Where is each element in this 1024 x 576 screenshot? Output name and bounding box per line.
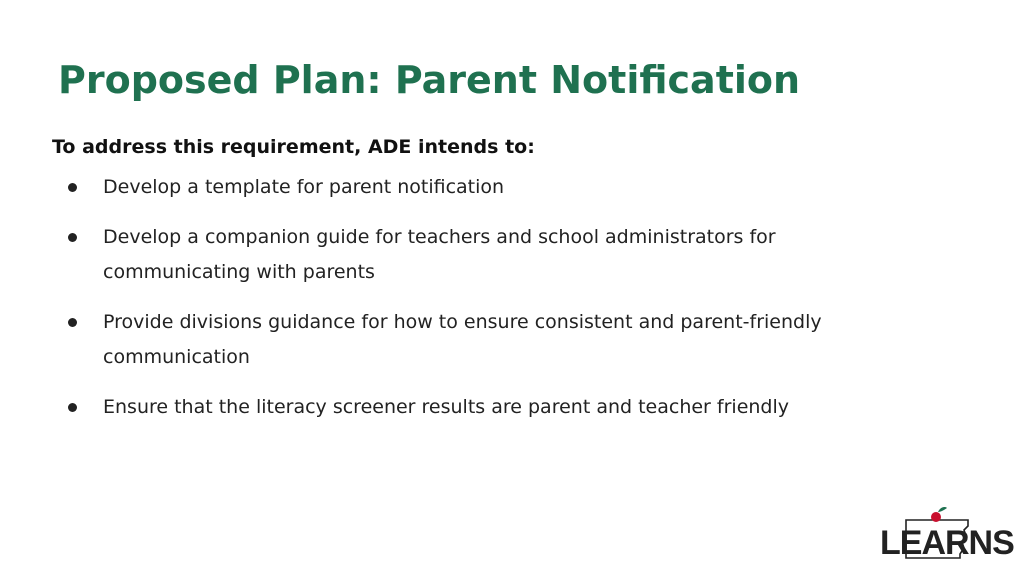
list-item-text: Develop a template for parent notification xyxy=(103,176,505,198)
apple-icon xyxy=(931,512,941,522)
list-item-text: Provide divisions guidance for how to ensure consistent and parent-friendly communication xyxy=(103,311,822,368)
list-item xyxy=(52,220,892,290)
learns-logo xyxy=(876,506,1014,564)
bullet-icon xyxy=(68,183,77,192)
list-item xyxy=(52,170,892,205)
logo-text: LEARNS xyxy=(880,524,1014,562)
bullet-icon xyxy=(68,403,77,412)
list-item-text: Develop a companion guide for teachers and school administrators for communicating with parents xyxy=(103,226,776,283)
slide-title: Proposed Plan: Parent Notification xyxy=(58,58,801,102)
bullet-icon xyxy=(68,318,77,327)
list-item-text: Ensure that the literacy screener results are parent and teacher friendly xyxy=(103,396,790,418)
leaf-icon xyxy=(938,507,947,512)
bullet-list xyxy=(52,170,892,440)
bullet-icon xyxy=(68,233,77,242)
list-item xyxy=(52,305,892,375)
intro-text: To address this requirement, ADE intends to: xyxy=(52,136,535,158)
list-item xyxy=(52,390,892,425)
